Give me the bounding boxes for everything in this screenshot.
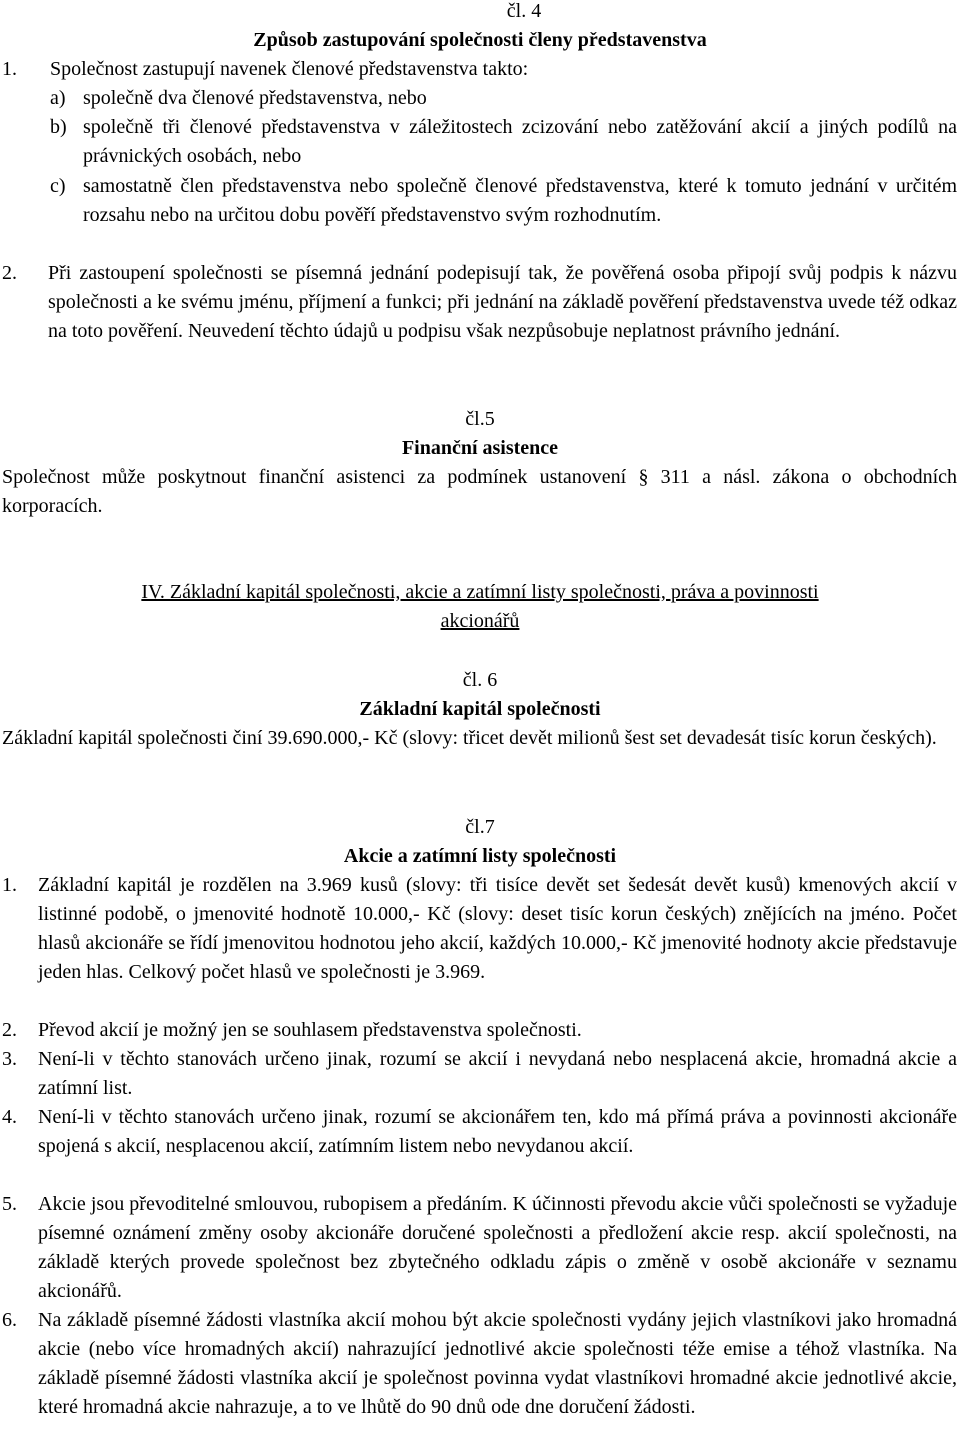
item-text: Na základě písemné žádosti vlastníka akcií mohou být akcie společnosti vydány jejich vlastníkovi jako hromadná akcie (nebo více hromadných akcií) nahrazující jednotlivé akcie společnosti téže emise a téhož vlastníka. Na základě písemné žádosti vlastníka akcií je společnost povinna vydat vlastníkovi hromadné akcie jednotlivé akcie, které hromadná akcie nahrazuje, a to ve lhůtě do 90 dnů ode dne doručení žádosti. xyxy=(38,1309,957,1418)
clause-label: b) xyxy=(50,116,67,138)
article-7-item-4 xyxy=(2,1103,957,1161)
article-7 xyxy=(0,813,960,871)
article-6 xyxy=(0,666,960,724)
article-7-item-1 xyxy=(2,871,957,987)
article-6-text: Základní kapitál společnosti činí 39.690.000,- Kč (slovy: třicet devět milionů šest set devadesát tisíc korun českých). xyxy=(2,727,937,749)
article-5-number: čl.5 xyxy=(465,408,495,430)
paragraph-number: 2. xyxy=(2,262,17,284)
clause-a xyxy=(50,84,957,113)
item-number: 5. xyxy=(2,1193,17,1215)
clause-text: společně tři členové představenstva v záležitostech zcizování nebo zatěžování akcií a jiných podílů na právnických osobách, nebo xyxy=(83,116,957,167)
item-text: Není-li v těchto stanovách určeno jinak, rozumí se akcií i nevydaná nebo nesplacená akcie, hromadná akcie a zatímní list. xyxy=(38,1048,957,1099)
clause-label: a) xyxy=(50,87,66,109)
item-text: Převod akcií je možný jen se souhlasem představenstva společnosti. xyxy=(38,1019,582,1041)
article-4-paragraph-1 xyxy=(2,55,957,84)
paragraph-intro: Společnost zastupují navenek členové představenstva takto: xyxy=(50,58,529,80)
article-4-title: Způsob zastupování společnosti členy představenstva xyxy=(253,29,707,51)
clause-c xyxy=(50,172,957,230)
article-4-paragraph-2 xyxy=(2,259,957,346)
item-text: Není-li v těchto stanovách určeno jinak, rozumí se akcionářem ten, kdo má přímá práva a povinnosti akcionáře spojená s akcií, nesplacenou akcií, zatímním listem nebo nevydanou akcií. xyxy=(38,1106,957,1157)
paragraph-text: Při zastoupení společnosti se písemná jednání podepisují tak, že pověřená osoba připojí svůj podpis k názvu společnosti a ke svému jménu, příjmení a funkci; při jednání na základě pověření představenstva uvede též odkaz na toto pověření. Neuvedení těchto údajů u podpisu však nezpůsobuje neplatnost právního jednání. xyxy=(48,262,957,342)
part-4-heading xyxy=(0,578,960,636)
part-4-title-line-1: IV. Základní kapitál společnosti, akcie a zatímní listy společnosti, práva a povinnosti xyxy=(141,581,819,603)
clause-label: c) xyxy=(50,175,66,197)
paragraph-number: 1. xyxy=(2,58,17,80)
article-7-number: čl.7 xyxy=(465,816,495,838)
clause-text: společně dva členové představenstva, nebo xyxy=(83,87,427,109)
clause-text: samostatně člen představenstva nebo společně členové představenstva, které k tomuto jednání v určitém rozsahu nebo na určitou dobu pověří představenstvo svým rozhodnutím. xyxy=(83,175,957,226)
article-6-title: Základní kapitál společnosti xyxy=(359,698,601,720)
item-text: Akcie jsou převoditelné smlouvou, rubopisem a předáním. K účinnosti převodu akcie vůči společnosti se vyžaduje písemné oznámení změny osoby akcionáře doručené společnosti a předložení akcie resp. akcií společnosti, na základě kterých provede společnost bez zbytečného odkladu zápis o změně v osobě akcionáře v seznamu akcionářů. xyxy=(38,1193,957,1302)
article-5-text: Společnost může poskytnout finanční asistenci za podmínek ustanovení § 311 a násl. zákona o obchodních korporacích. xyxy=(2,466,957,517)
item-number: 6. xyxy=(2,1309,17,1331)
article-5 xyxy=(0,405,960,463)
article-7-title: Akcie a zatímní listy společnosti xyxy=(343,845,617,867)
article-7-item-3 xyxy=(2,1045,957,1103)
article-6-number: čl. 6 xyxy=(462,669,498,691)
article-4-number: čl. 4 xyxy=(506,0,542,22)
article-7-item-6 xyxy=(2,1306,957,1422)
item-number: 4. xyxy=(2,1106,17,1128)
item-text: Základní kapitál je rozdělen na 3.969 kusů (slovy: tři tisíce devět set šedesát devět kusů) kmenových akcií v listinné podobě, o jmenovité hodnotě 10.000,- Kč (slovy: deset tisíc korun českých) znějících na jméno. Počet hlasů akcionáře se řídí jmenovitou hodnotou jeho akcií, každých 10.000,- Kč jmenovité hodnoty akcie představuje jeden hlas. Celkový počet hlasů ve společnosti je 3.969. xyxy=(38,874,957,983)
item-number: 3. xyxy=(2,1048,17,1070)
article-4 xyxy=(0,0,960,55)
item-number: 1. xyxy=(2,874,17,896)
part-4-title-line-2: akcionářů xyxy=(440,610,520,632)
item-number: 2. xyxy=(2,1019,17,1041)
clause-b xyxy=(50,113,957,171)
article-5-title: Finanční asistence xyxy=(401,437,559,459)
article-7-item-2 xyxy=(2,1016,957,1045)
article-7-item-5 xyxy=(2,1190,957,1306)
